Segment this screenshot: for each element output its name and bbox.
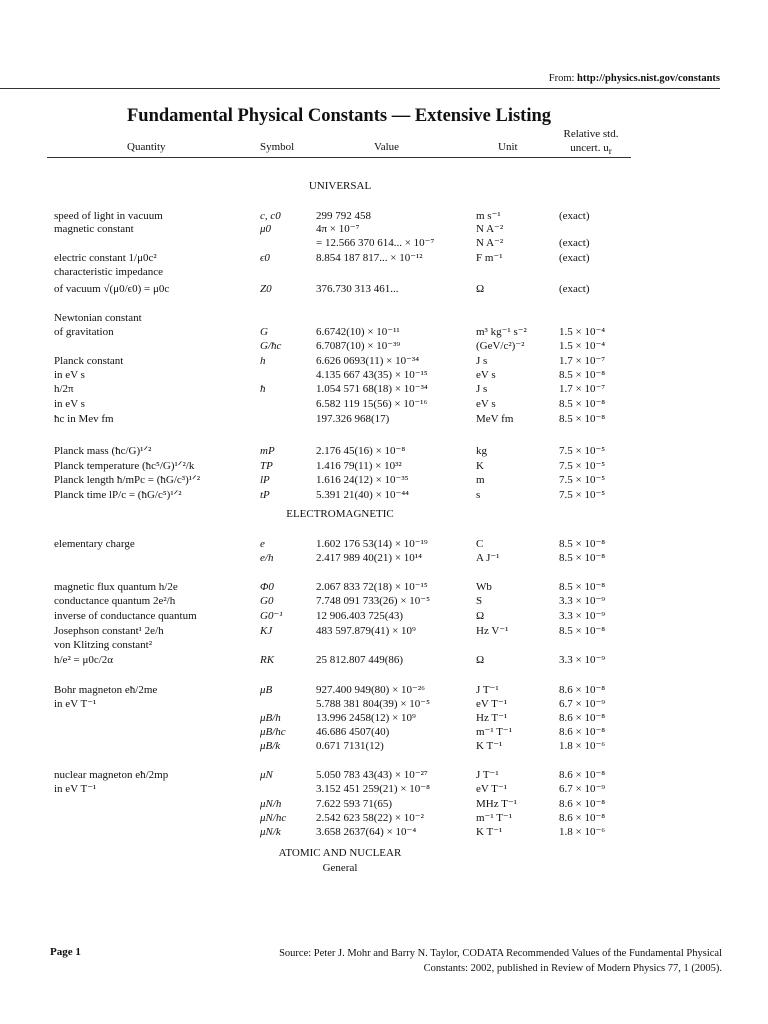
symbol-cell: μB/hc [260,726,286,738]
symbol-cell: G0⁻¹ [260,610,283,622]
symbol-cell: ϵ0 [260,252,270,264]
column-header-value: Value [374,141,400,153]
column-header-symbol: Symbol [260,141,295,153]
column-header-quantity: Quantity [127,141,166,153]
quantity-cell: in eV T⁻¹ [54,783,97,795]
quantity-cell: Newtonian constant [54,312,142,324]
section-universal: UNIVERSAL [308,180,372,192]
unit-cell: Wb [476,581,492,593]
table-row [0,712,768,725]
quantity-cell: elementary charge [54,538,135,550]
relative-uncert-label: Relative std. uncert. u [563,128,619,154]
table-row [0,355,768,368]
table-row [0,210,768,223]
quantity-cell: h/2π [54,383,74,395]
section-atomic-nuclear: ATOMIC AND NUCLEAR [278,847,402,859]
unit-cell: Ω [476,283,485,295]
unit-cell: J s [476,383,488,395]
uncertainty-cell: 3.3 × 10⁻⁹ [559,654,606,666]
quantity-cell: Bohr magneton eħ/2me [54,684,158,696]
value-cell: 7.622 593 71(65) [316,798,393,810]
symbol-cell: μN/hc [260,812,287,824]
table-row [0,398,768,411]
table-row [0,283,768,296]
unit-cell: Ω [476,610,485,622]
unit-cell: m³ kg⁻¹ s⁻² [476,326,527,338]
quantity-cell: h/e² = μ0c/2α [54,654,114,666]
table-row [0,684,768,697]
value-cell: 376.730 313 461... [316,283,399,295]
value-cell: 1.616 24(12) × 10⁻³⁵ [316,474,409,486]
symbol-cell: tP [260,489,270,501]
value-cell: 6.582 119 15(56) × 10⁻¹⁶ [316,398,428,410]
table-row [0,783,768,796]
symbol-cell: μB [260,684,273,696]
unit-cell: S [476,595,483,607]
table-row [0,654,768,667]
quantity-cell: conductance quantum 2e²/h [54,595,176,607]
unit-cell: m [476,474,485,486]
unit-cell: J T⁻¹ [476,769,499,781]
unit-cell: N A⁻² [476,237,504,249]
value-cell: 197.326 968(17) [316,413,390,425]
uncertainty-cell: 8.6 × 10⁻⁸ [559,712,606,724]
quantity-cell: Planck mass (ħc/G)¹ᐟ² [54,445,152,457]
quantity-cell: Planck length ħ/mPc = (ħG/c³)¹ᐟ² [54,474,201,486]
symbol-cell: h [260,355,266,367]
value-cell: 1.416 79(11) × 10³² [316,460,402,472]
symbol-cell: RK [260,654,275,666]
table-row [0,798,768,811]
section-general: General [322,862,358,874]
table-row [0,237,768,250]
table-row [0,460,768,473]
value-cell: 4π × 10⁻⁷ [316,223,360,235]
uncertainty-cell: 1.5 × 10⁻⁴ [559,340,606,352]
from-label: From: [548,73,575,84]
value-cell: 2.417 989 40(21) × 10¹⁴ [316,552,422,564]
source-url-line [549,73,720,84]
page-number: Page 1 [50,946,81,958]
unit-cell: N A⁻² [476,223,504,235]
uncertainty-cell: 8.5 × 10⁻⁸ [559,552,606,564]
quantity-cell: speed of light in vacuum [54,210,163,222]
value-cell: 4.135 667 43(35) × 10⁻¹⁵ [316,369,428,381]
value-cell: 8.854 187 817... × 10⁻¹² [316,252,423,264]
value-cell: 5.050 783 43(43) × 10⁻²⁷ [316,769,428,781]
symbol-cell: G/ħc [260,340,282,352]
unit-cell: eV s [476,369,496,381]
column-header-unit: Unit [498,141,518,153]
top-rule [0,88,720,89]
table-row [0,581,768,594]
uncertainty-cell: (exact) [559,237,590,249]
header-rule [47,157,631,158]
section-electromagnetic: ELECTROMAGNETIC [286,508,394,520]
symbol-cell: G0 [260,595,274,607]
symbol-cell: Z0 [260,283,272,295]
table-row [0,383,768,396]
uncertainty-cell: 1.8 × 10⁻⁶ [559,740,606,752]
unit-cell: (GeV/c²)⁻² [476,340,525,352]
uncertainty-cell: 8.5 × 10⁻⁸ [559,538,606,550]
value-cell: 927.400 949(80) × 10⁻²⁶ [316,684,425,696]
value-cell: 6.6742(10) × 10⁻¹¹ [316,326,400,338]
symbol-cell: μN/h [260,798,282,810]
unit-cell: A J⁻¹ [476,552,500,564]
value-cell: 3.658 2637(64) × 10⁻⁴ [316,826,417,838]
quantity-cell: Josephson constant¹ 2e/h [54,625,164,637]
uncertainty-cell: 1.7 × 10⁻⁷ [559,355,606,367]
unit-cell: MHz T⁻¹ [476,798,517,810]
table-row [0,552,768,565]
symbol-cell: lP [260,474,270,486]
quantity-cell: of gravitation [54,326,114,338]
value-cell: 13.996 2458(12) × 10⁹ [316,712,416,724]
unit-cell: K [476,460,484,472]
value-cell: 1.054 571 68(18) × 10⁻³⁴ [316,383,428,395]
uncertainty-cell: 1.5 × 10⁻⁴ [559,326,606,338]
table-row [0,538,768,551]
table-row [0,639,768,652]
table-row [0,826,768,839]
symbol-cell: KJ [260,625,273,637]
uncertainty-cell: 7.5 × 10⁻⁵ [559,445,606,457]
unit-cell: Ω [476,654,485,666]
table-row [0,266,768,279]
value-cell: 12 906.403 725(43) [316,610,404,622]
unit-cell: eV T⁻¹ [476,698,508,710]
uncertainty-cell: 8.6 × 10⁻⁸ [559,812,606,824]
quantity-cell: magnetic flux quantum h/2e [54,581,178,593]
unit-cell: m⁻¹ T⁻¹ [476,812,513,824]
value-cell: 2.067 833 72(18) × 10⁻¹⁵ [316,581,428,593]
uncertainty-cell: 1.7 × 10⁻⁷ [559,383,606,395]
table-row [0,312,768,325]
symbol-cell: μN/k [260,826,281,838]
symbol-cell: μ0 [260,223,272,235]
quantity-cell: in eV s [54,398,85,410]
uncertainty-cell: 8.6 × 10⁻⁸ [559,684,606,696]
value-cell: 25 812.807 449(86) [316,654,404,666]
table-row [0,769,768,782]
symbol-cell: mP [260,445,275,457]
value-cell: 0.671 7131(12) [316,740,384,752]
uncertainty-cell: 8.6 × 10⁻⁸ [559,769,606,781]
table-row [0,369,768,382]
source-citation [202,946,722,976]
symbol-cell: ħ [260,383,266,395]
source-url[interactable]: http://physics.nist.gov/constants [577,73,720,84]
uncertainty-cell: 7.5 × 10⁻⁵ [559,489,606,501]
value-cell: 5.391 21(40) × 10⁻⁴⁴ [316,489,410,501]
unit-cell: s [476,489,481,501]
uncertainty-cell: 8.5 × 10⁻⁸ [559,413,606,425]
value-cell: 2.542 623 58(22) × 10⁻² [316,812,424,824]
quantity-cell: inverse of conductance quantum [54,610,197,622]
table-row [0,326,768,339]
table-row [0,252,768,265]
value-cell: = 12.566 370 614... × 10⁻⁷ [316,237,435,249]
table-row [0,610,768,623]
table-row [0,489,768,502]
value-cell: 46.686 4507(40) [316,726,390,738]
uncertainty-cell: 8.5 × 10⁻⁸ [559,398,606,410]
quantity-cell: nuclear magneton eħ/2mp [54,769,169,781]
table-row [0,698,768,711]
symbol-cell: e/h [260,552,274,564]
unit-cell: eV s [476,398,496,410]
symbol-cell: μB/k [260,740,281,752]
value-cell: 299 792 458 [316,210,371,222]
uncertainty-cell: 8.6 × 10⁻⁸ [559,798,606,810]
unit-cell: K T⁻¹ [476,740,503,752]
uncertainty-cell: 8.5 × 10⁻⁸ [559,581,606,593]
uncertainty-cell: (exact) [559,283,590,295]
uncertainty-cell: 3.3 × 10⁻⁹ [559,610,606,622]
quantity-cell: Planck time lP/c = (ħG/c⁵)¹ᐟ² [54,489,182,501]
symbol-cell: TP [260,460,273,472]
table-row [0,445,768,458]
unit-cell: J T⁻¹ [476,684,499,696]
value-cell: 6.7087(10) × 10⁻³⁹ [316,340,401,352]
unit-cell: K T⁻¹ [476,826,503,838]
uncertainty-cell: (exact) [559,210,590,222]
unit-cell: Hz T⁻¹ [476,712,508,724]
uncertainty-cell: 8.6 × 10⁻⁸ [559,726,606,738]
quantity-cell: characteristic impedance [54,266,164,278]
symbol-cell: Φ0 [260,581,274,593]
unit-cell: F m⁻¹ [476,252,503,264]
uncertainty-cell: 7.5 × 10⁻⁵ [559,474,606,486]
quantity-cell: Planck temperature (ħc⁵/G)¹ᐟ²/k [54,460,195,472]
source-line-1: Source: Peter J. Mohr and Barry N. Taylor, CODATA Recommended Values of the Fundamental Physical [279,948,722,959]
table-row [0,474,768,487]
relative-uncert-sub: r [608,146,612,157]
source-line-2: Constants: 2002, published in Review of Modern Physics 77, 1 (2005). [423,963,722,974]
quantity-cell: in eV s [54,369,85,381]
quantity-cell: in eV T⁻¹ [54,698,97,710]
quantity-cell: Planck constant [54,355,124,367]
value-cell: 483 597.879(41) × 10⁹ [316,625,416,637]
unit-cell: J s [476,355,488,367]
table-row [0,740,768,753]
uncertainty-cell: (exact) [559,252,590,264]
value-cell: 5.788 381 804(39) × 10⁻⁵ [316,698,430,710]
page-title: Fundamental Physical Constants — Extensive Listing [127,106,552,126]
symbol-cell: e [260,538,265,550]
table-row [0,595,768,608]
table-row [0,625,768,638]
unit-cell: eV T⁻¹ [476,783,508,795]
quantity-cell: magnetic constant [54,223,134,235]
unit-cell: m⁻¹ T⁻¹ [476,726,513,738]
uncertainty-cell: 6.7 × 10⁻⁹ [559,783,606,795]
symbol-cell: G [260,326,268,338]
quantity-cell: of vacuum √(μ0/ϵ0) = μ0c [54,283,170,295]
value-cell: 6.626 0693(11) × 10⁻³⁴ [316,355,420,367]
value-cell: 2.176 45(16) × 10⁻⁸ [316,445,406,457]
quantity-cell: ħc in Mev fm [54,413,114,425]
value-cell: 3.152 451 259(21) × 10⁻⁸ [316,783,430,795]
unit-cell: MeV fm [476,413,514,425]
uncertainty-cell: 8.5 × 10⁻⁸ [559,625,606,637]
quantity-cell: electric constant 1/μ0c² [54,252,157,264]
unit-cell: Hz V⁻¹ [476,625,509,637]
unit-cell: C [476,538,484,550]
value-cell: 1.602 176 53(14) × 10⁻¹⁹ [316,538,428,550]
unit-cell: m s⁻¹ [476,210,501,222]
quantity-cell: von Klitzing constant² [54,639,153,651]
uncertainty-cell: 1.8 × 10⁻⁶ [559,826,606,838]
uncertainty-cell: 3.3 × 10⁻⁹ [559,595,606,607]
uncertainty-cell: 6.7 × 10⁻⁹ [559,698,606,710]
unit-cell: kg [476,445,487,457]
table-row [0,223,768,236]
relative-uncert-header [556,127,626,158]
symbol-cell: μN [260,769,273,781]
uncertainty-cell: 7.5 × 10⁻⁵ [559,460,606,472]
symbol-cell: c, c0 [260,210,281,222]
table-row [0,413,768,426]
symbol-cell: μB/h [260,712,281,724]
table-row [0,812,768,825]
table-row [0,340,768,353]
value-cell: 7.748 091 733(26) × 10⁻⁵ [316,595,430,607]
uncertainty-cell: 8.5 × 10⁻⁸ [559,369,606,381]
table-row [0,726,768,739]
